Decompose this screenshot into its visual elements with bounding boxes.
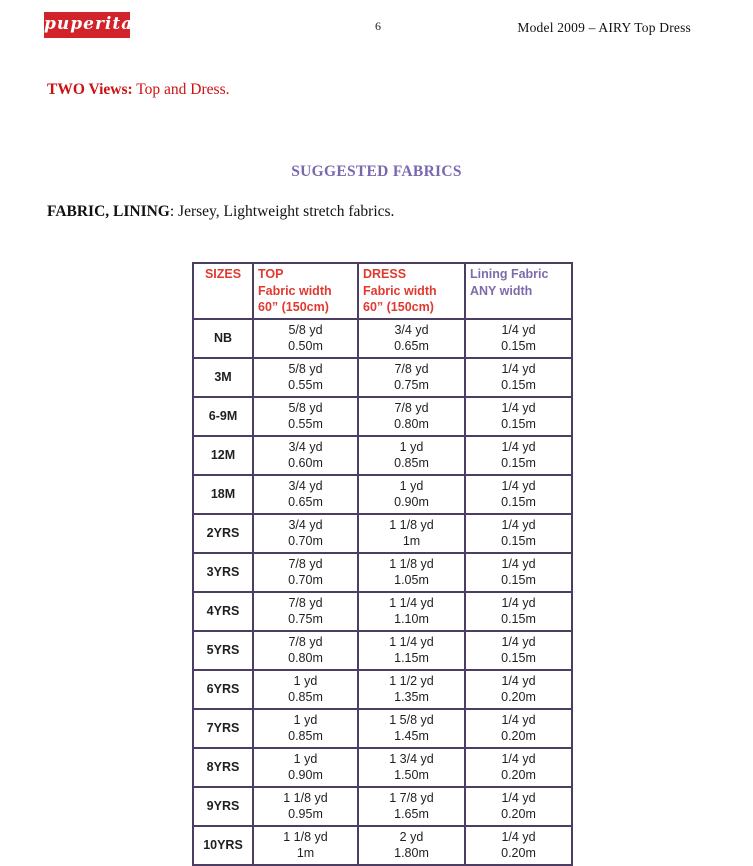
- two-views-line: [47, 81, 229, 99]
- dress-cell: 1 1/4 yd 1.10m: [358, 592, 465, 631]
- header-top: TOP Fabric width 60” (150cm): [253, 263, 358, 319]
- lining-cell: 1/4 yd 0.15m: [465, 553, 572, 592]
- table-row: [193, 670, 572, 709]
- header-lining: Lining Fabric ANY width: [465, 263, 572, 319]
- top-cell: 3/4 yd 0.60m: [253, 436, 358, 475]
- puperita-logo: [44, 12, 134, 38]
- top-cell: 7/8 yd 0.75m: [253, 592, 358, 631]
- dress-cell: 1 1/8 yd 1.05m: [358, 553, 465, 592]
- logo-text: puperita: [44, 14, 134, 34]
- size-cell: 18M: [193, 475, 253, 514]
- size-cell: 9YRS: [193, 787, 253, 826]
- table-row: [193, 631, 572, 670]
- two-views-text: Top and Dress.: [132, 81, 230, 98]
- table-row: [193, 319, 572, 358]
- table-row: [193, 709, 572, 748]
- lining-cell: 1/4 yd 0.15m: [465, 436, 572, 475]
- top-cell: 5/8 yd 0.55m: [253, 358, 358, 397]
- table-row: [193, 787, 572, 826]
- size-cell: 3YRS: [193, 553, 253, 592]
- table-header-row: [193, 263, 572, 319]
- lining-cell: 1/4 yd 0.20m: [465, 709, 572, 748]
- lining-cell: 1/4 yd 0.20m: [465, 787, 572, 826]
- top-cell: 1 yd 0.85m: [253, 670, 358, 709]
- header-sizes: SIZES: [193, 263, 253, 319]
- dress-cell: 1 1/2 yd 1.35m: [358, 670, 465, 709]
- fabric-lining-line: [47, 203, 394, 221]
- document-title: Model 2009 – AIRY Top Dress: [517, 20, 691, 35]
- top-cell: 1 yd 0.90m: [253, 748, 358, 787]
- size-cell: 10YRS: [193, 826, 253, 865]
- size-cell: 3M: [193, 358, 253, 397]
- fabric-table-body: [193, 319, 572, 865]
- lining-cell: 1/4 yd 0.20m: [465, 826, 572, 865]
- lining-cell: 1/4 yd 0.15m: [465, 475, 572, 514]
- dress-cell: 1 yd 0.85m: [358, 436, 465, 475]
- dress-cell: 1 1/4 yd 1.15m: [358, 631, 465, 670]
- lining-cell: 1/4 yd 0.15m: [465, 397, 572, 436]
- dress-cell: 7/8 yd 0.75m: [358, 358, 465, 397]
- table-row: [193, 475, 572, 514]
- two-views-label: TWO Views:: [47, 81, 133, 98]
- lining-cell: 1/4 yd 0.15m: [465, 631, 572, 670]
- top-cell: 3/4 yd 0.65m: [253, 475, 358, 514]
- lining-cell: 1/4 yd 0.15m: [465, 319, 572, 358]
- dress-cell: 1 7/8 yd 1.65m: [358, 787, 465, 826]
- page-number: 6: [375, 19, 381, 33]
- table-row: [193, 358, 572, 397]
- lining-cell: 1/4 yd 0.15m: [465, 514, 572, 553]
- top-cell: 3/4 yd 0.70m: [253, 514, 358, 553]
- dress-cell: 3/4 yd 0.65m: [358, 319, 465, 358]
- size-cell: NB: [193, 319, 253, 358]
- lining-cell: 1/4 yd 0.15m: [465, 358, 572, 397]
- dress-cell: 7/8 yd 0.80m: [358, 397, 465, 436]
- lining-cell: 1/4 yd 0.15m: [465, 592, 572, 631]
- header-dress: DRESS Fabric width 60” (150cm): [358, 263, 465, 319]
- top-cell: 1 1/8 yd 1m: [253, 826, 358, 865]
- fabric-lining-label: FABRIC, LINING: [47, 203, 170, 220]
- dress-cell: 2 yd 1.80m: [358, 826, 465, 865]
- table-row: [193, 826, 572, 865]
- size-cell: 6-9M: [193, 397, 253, 436]
- size-cell: 2YRS: [193, 514, 253, 553]
- table-row: [193, 514, 572, 553]
- top-cell: 1 yd 0.85m: [253, 709, 358, 748]
- fabric-requirements-table: [192, 262, 573, 866]
- dress-cell: 1 yd 0.90m: [358, 475, 465, 514]
- top-cell: 5/8 yd 0.55m: [253, 397, 358, 436]
- lining-cell: 1/4 yd 0.20m: [465, 748, 572, 787]
- top-cell: 7/8 yd 0.80m: [253, 631, 358, 670]
- size-cell: 8YRS: [193, 748, 253, 787]
- top-cell: 5/8 yd 0.50m: [253, 319, 358, 358]
- table-row: [193, 436, 572, 475]
- dress-cell: 1 1/8 yd 1m: [358, 514, 465, 553]
- lining-cell: 1/4 yd 0.20m: [465, 670, 572, 709]
- table-row: [193, 553, 572, 592]
- dress-cell: 1 3/4 yd 1.50m: [358, 748, 465, 787]
- table-row: [193, 592, 572, 631]
- size-cell: 6YRS: [193, 670, 253, 709]
- size-cell: 7YRS: [193, 709, 253, 748]
- size-cell: 5YRS: [193, 631, 253, 670]
- top-cell: 7/8 yd 0.70m: [253, 553, 358, 592]
- suggested-fabrics-heading: SUGGESTED FABRICS: [291, 163, 462, 180]
- table-row: [193, 748, 572, 787]
- fabric-lining-text: : Jersey, Lightweight stretch fabrics.: [169, 203, 395, 220]
- table-row: [193, 397, 572, 436]
- size-cell: 12M: [193, 436, 253, 475]
- top-cell: 1 1/8 yd 0.95m: [253, 787, 358, 826]
- dress-cell: 1 5/8 yd 1.45m: [358, 709, 465, 748]
- size-cell: 4YRS: [193, 592, 253, 631]
